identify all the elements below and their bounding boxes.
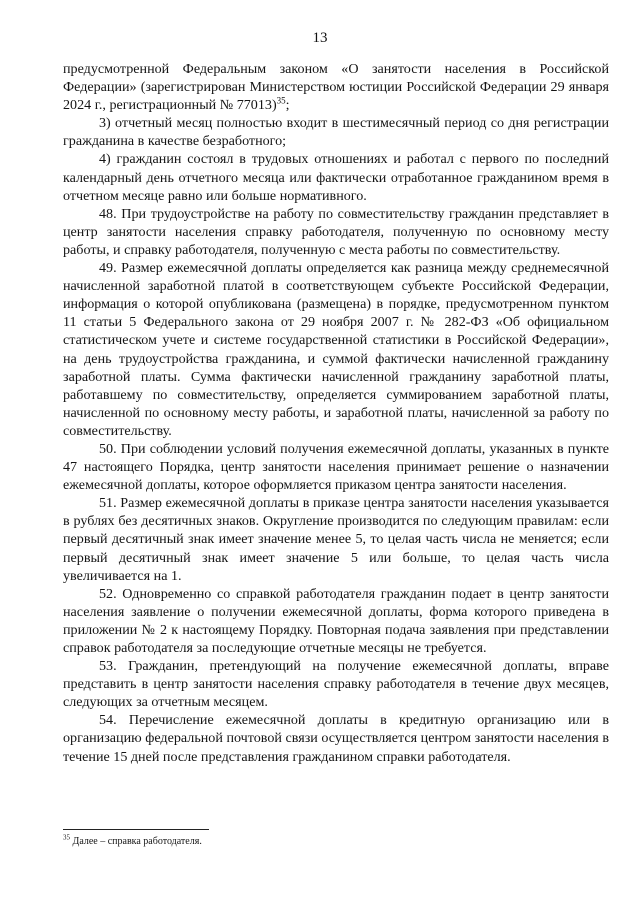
document-body — [63, 60, 609, 766]
paragraph-item-4: 4) гражданин состоял в трудовых отношениях и работал с первого по последний календарный день отчетного месяца или фактически отработанное гражданином время в отчетном месяце равно или больше нормативного. — [63, 151, 609, 204]
paragraph-53: 53. Гражданин, претендующий на получение ежемесячной доплаты, вправе представить в центр занятости населения справку работодателя в течение двух месяцев, следующих за отчетным месяцем. — [63, 658, 609, 711]
paragraph-continuation — [63, 60, 609, 114]
footnote-divider — [63, 829, 209, 830]
paragraph-50: 50. При соблюдении условий получения ежемесячной доплаты, указанных в пункте 47 настоящего Порядка, центр занятости населения принимает решение о назначении ежемесячной доплаты, которое оформляется приказом центра занятости населения. — [63, 440, 609, 494]
paragraph-item-3: 3) отчетный месяц полностью входит в шестимесячный период со дня регистрации гражданина в качестве безработного; — [63, 115, 609, 150]
footnote-text: Далее – справка работодателя. — [70, 836, 202, 847]
paragraph-54: 54. Перечисление ежемесячной доплаты в кредитную организацию или в организацию федеральной почтовой связи осуществляется центром занятости населения в течение 15 дней после представления гражданином справки работодателя. — [63, 712, 609, 765]
page-number: 13 — [312, 30, 328, 46]
paragraph-51: 51. Размер ежемесячной доплаты в приказе центра занятости населения указывается в рублях без десятичных знаков. Округление производится по следующим правилам: если первый десятичный знак имеет значение менее 5, то целая часть числа не меняется; если первый десятичный знак имеет значение 5 или больше, то целая часть числа увеличивается на 1. — [63, 495, 609, 584]
paragraph-48: 48. При трудоустройстве на работу по совместительству гражданин представляет в центр занятости населения справку работодателя, полученную по основному месту работы, и справку работодателя, полученную с места работы по совместительству. — [63, 205, 609, 258]
paragraph-49: 49. Размер ежемесячной доплаты определяется как разница между среднемесячной начисленной заработной платой в соответствующем субъекте Российской Федерации, информация о которой опубликована (размещена) в порядке, предусмотренном пунктом 11 статьи 5 Федерального закона от 29 ноября 2007 г. № 282-ФЗ «Об официальном статистическом учете и системе государственной статистики в Российской Федерации», на день трудоустройства гражданина, и суммой фактически начисленной гражданину заработной платы. Сумма фактически начисленной гражданину заработной платы, работавшему по совместительству, определяется суммированием заработной платы, начисленной по основному месту работы, и заработной платы, начисленной за работу по совместительству. — [63, 260, 609, 439]
paragraph-text-tail: ; — [285, 97, 290, 114]
paragraph-52: 52. Одновременно со справкой работодателя гражданин подает в центр занятости населения заявление о получении ежемесячной доплаты, форма которого приведена в приложении № 2 к настоящему Порядку. Повторная подача заявления при представлении справок работодателя за последующие отчетные месяцы не требуется. — [63, 585, 609, 656]
footnote — [63, 833, 609, 847]
paragraph-text: предусмотренной Федеральным законом «О занятости населения в Российской Федерации» (зарегистрирован Министерством юстиции Российской Федерации 29 января 2024 г., регистрационный № 77013) — [63, 61, 609, 114]
footnote-marker: 35 — [63, 833, 70, 842]
footnote-reference: 35 — [276, 95, 286, 106]
